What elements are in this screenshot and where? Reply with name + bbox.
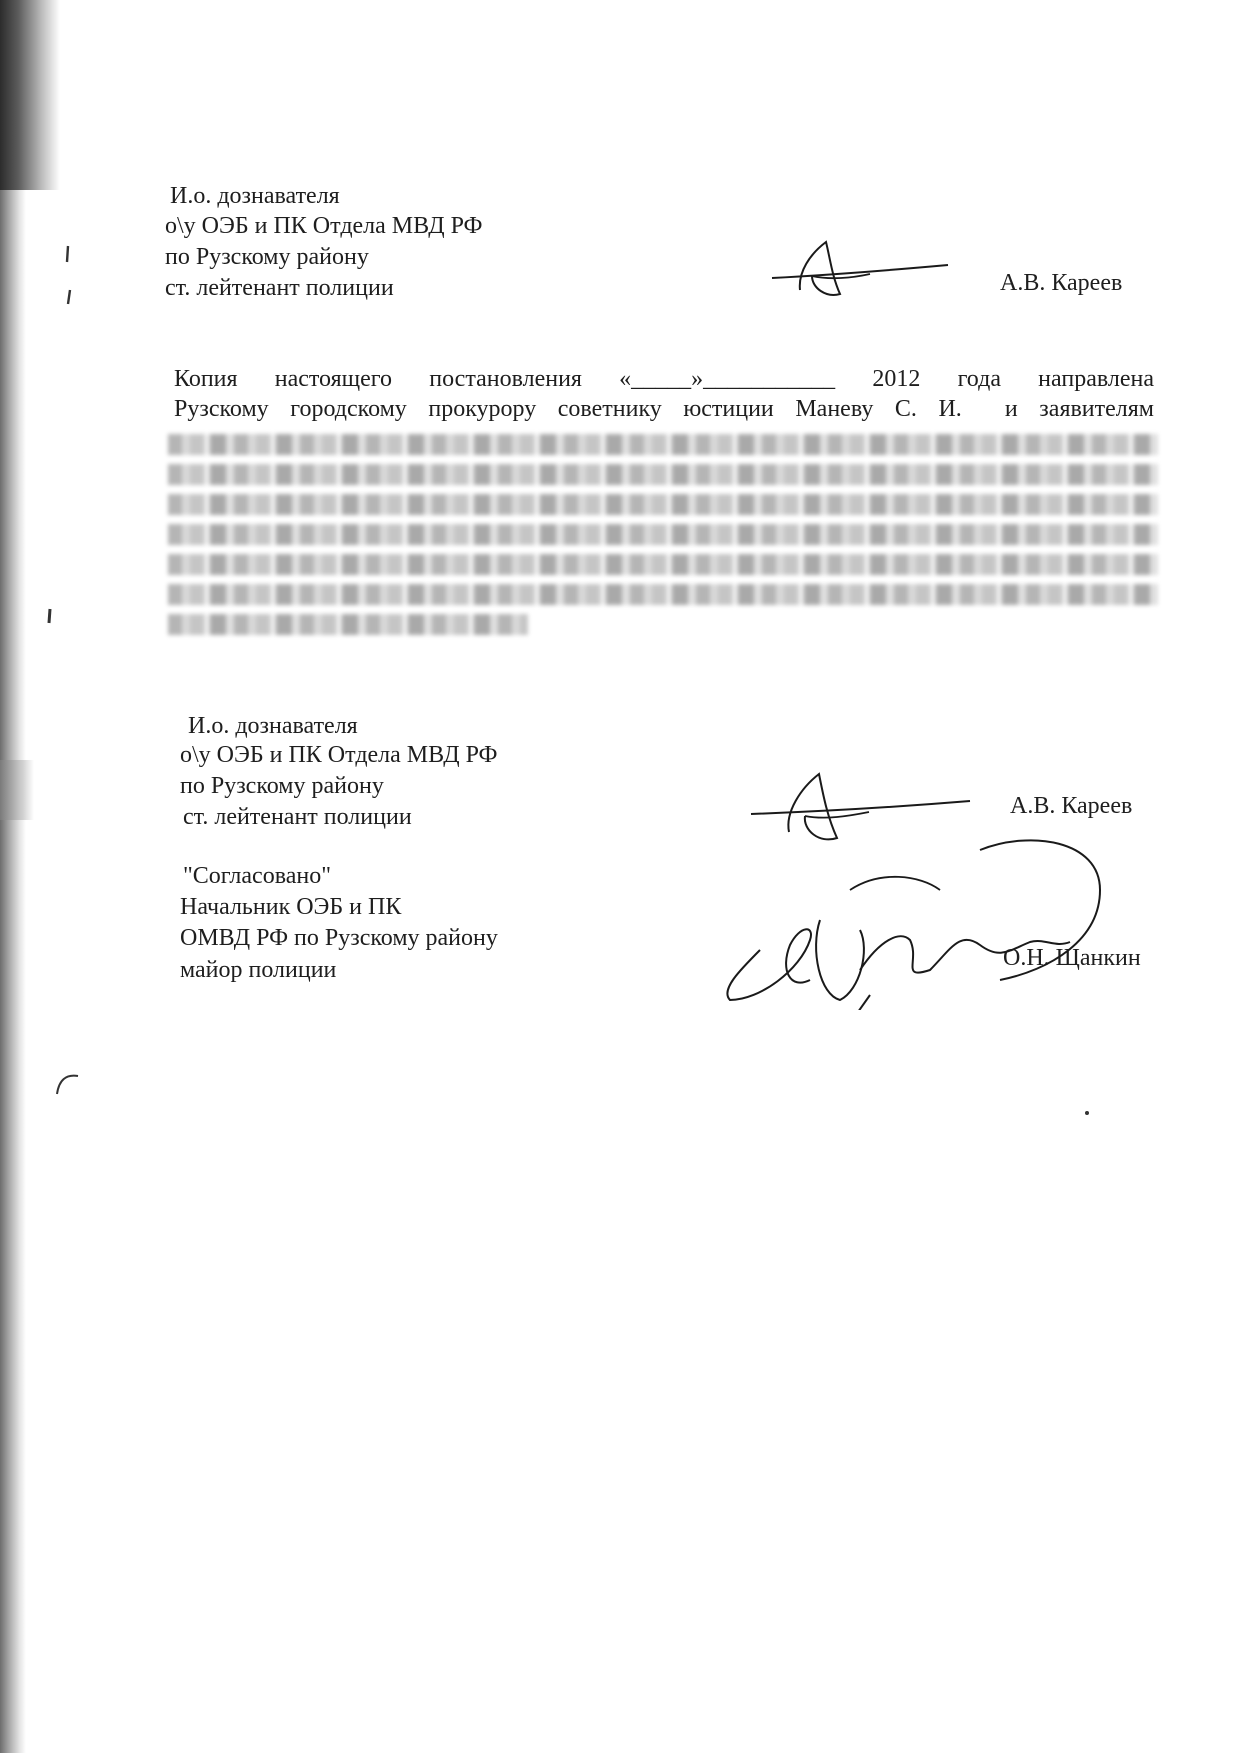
position-line: о\у ОЭБ и ПК Отдела МВД РФ <box>165 213 483 239</box>
handwritten-signature <box>751 801 970 814</box>
handwritten-signature <box>700 830 1130 1010</box>
scan-edge-shadow <box>0 0 26 1753</box>
margin-mark <box>40 605 60 635</box>
signer-name: А.В. Кареев <box>1000 270 1123 296</box>
redacted-applicants-list <box>168 434 1158 648</box>
margin-mark <box>1082 1108 1092 1118</box>
position-line: ст. лейтенант полиции <box>183 804 412 830</box>
margin-mark <box>60 240 80 310</box>
approval-line: майор полиции <box>180 957 337 983</box>
copy-notice-line: Рузскому городскому прокурору советнику юстиции Маневу С. И. и заявителям <box>174 396 1154 422</box>
approval-line: ОМВД РФ по Рузскому району <box>180 925 498 951</box>
approval-line: Начальник ОЭБ и ПК <box>180 894 402 920</box>
approval-stamp-line: "Согласовано" <box>183 863 332 889</box>
scan-edge-smudge <box>0 760 34 820</box>
position-line: по Рузскому району <box>180 773 384 799</box>
copy-notice <box>174 364 1154 424</box>
position-line: по Рузскому району <box>165 244 369 270</box>
handwritten-signature <box>760 232 960 304</box>
signer-name: А.В. Кареев <box>1010 793 1133 819</box>
position-line: ст. лейтенант полиции <box>165 275 394 301</box>
margin-mark <box>50 1070 90 1100</box>
scan-corner-shadow <box>0 0 60 190</box>
position-line: И.о. дознавателя <box>188 713 358 739</box>
signer-name: О.Н. Щанкин <box>1003 945 1141 971</box>
copy-notice-line: Копия настоящего постановления «_____»___________ 2012 года направлена <box>174 366 1154 392</box>
position-line: о\у ОЭБ и ПК Отдела МВД РФ <box>180 742 498 768</box>
position-line: И.о. дознавателя <box>170 183 340 209</box>
